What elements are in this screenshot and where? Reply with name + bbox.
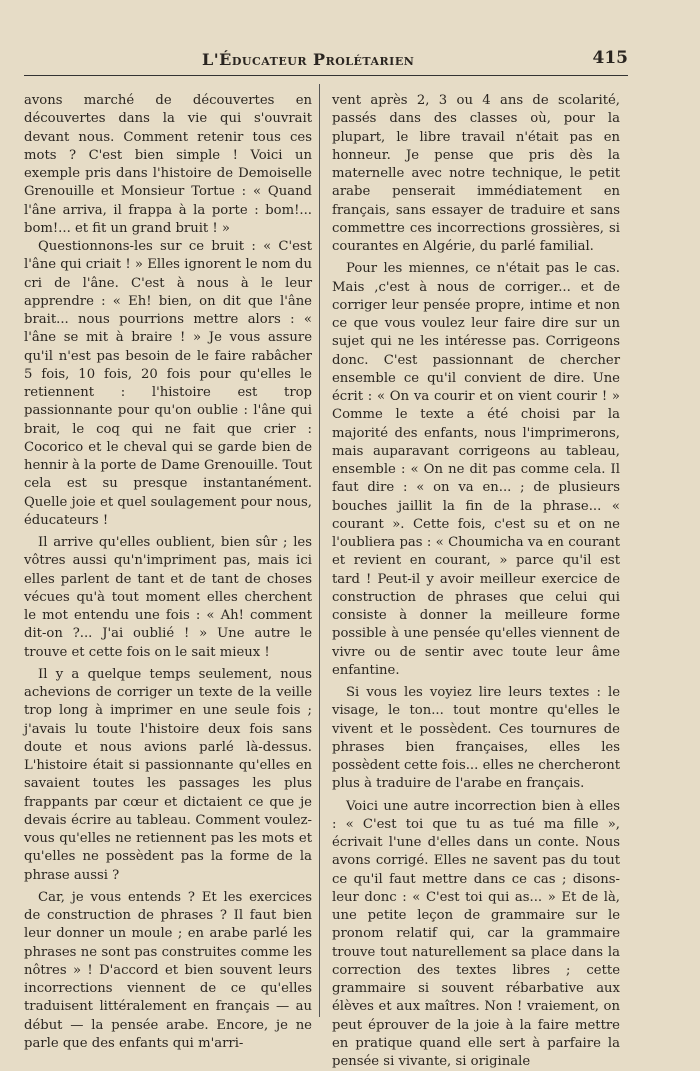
paragraph: Il arrive qu'elles oublient, bien sûr ; les vôtres aussi qu'n'impriment pas, mais ici elles parlent de tant et de tant de choses vécues qu'à tout moment elles cherchent le mot entendu une fois : « Ah! comment dit-on ?... J'ai oublié ! » Une autre le trouve et cette fois on le sait mieux ! — [24, 534, 312, 662]
paragraph: Voici une autre incorrection bien à elles : « C'est toi que tu as tué ma fille », écrivait l'une d'elles dans un conte. Nous avons corrigé. Elles ne savent pas du tout ce qu'il faut mettre dans ce cas ; disons-leur donc : « C'est toi qui as... » Et de là, une petite leçon de grammaire sur le pronom relatif qui, car la grammaire trouve tout naturellement sa place dans la correction des textes libres ; cette grammaire si souvent rébarbative aux élèves et aux maîtres. Non ! vraiement, on peut éprouver de la joie à la faire mettre en pratique quand elle sert à parfaire la pensée si vivante, si originale — [332, 798, 620, 1071]
running-header — [24, 46, 628, 76]
paragraph: vent après 2, 3 ou 4 ans de scolarité, passés dans des classes où, pour la plupart, le libre travail n'était pas en honneur. Je pense que pris dès la maternelle avec notre technique, le petit arabe penserait immédiatement en français, sans essayer de traduire et sans commettre ces incorrections grossières, si courantes en Algérie, du parlé familial. — [332, 92, 620, 256]
paragraph: avons marché de découvertes en découvertes dans la vie qui s'ouvrait devant nous. Comment retenir tous ces mots ? C'est bien simple ! Voici un exemple pris dans l'histoire de Demoiselle Grenouille et Monsieur Tortue : « Quand l'âne arriva, il frappa à la porte : bom!... bom!... et fit un grand bruit ! » — [24, 92, 312, 238]
paragraph: Si vous les voyiez lire leurs textes : le visage, le ton... tout montre qu'elles le vivent et le possèdent. Ces tournures de phrases bien françaises, elles les possèdent cette fois... elles ne chercheront plus à traduire de l'arabe en français. — [332, 684, 620, 794]
page-number: 415 — [593, 48, 629, 68]
paragraph: Pour les miennes, ce n'était pas le cas. Mais ,c'est à nous de corriger... et de corriger leur pensée propre, intime et non ce que vous voulez leur faire dire sur un sujet qui ne les intéresse pas. Corrigeons donc. C'est passionnant de chercher ensemble ce qu'il convient de dire. Une écrit : « On va courir et on vient courir ! » Comme le texte a été choisi par la majorité des enfants, nous l'imprimerons, mais auparavant corrigeons au tableau, ensemble : « On ne dit pas comme cela. Il faut dire : « on va en... ; de plusieurs bouches jaillit la fin de la phrase... « courant ». Cette fois, c'est su et on ne l'oubliera pas : « Choumicha va en courant et revient en courant, » parce qu'il est tard ! Peut-il y avoir meilleur exercice de construction de phrases que celui qui consiste à donner la meilleure forme possible à une pensée qu'elles viennent de vivre ou de sentir avec toute leur âme enfantine. — [332, 260, 620, 680]
paragraph: Car, je vous entends ? Et les exercices de construction de phrases ? Il faut bien leur donner un moule ; en arabe parlé les phrases ne sont pas construites comme les nôtres » ! D'accord et bien souvent leurs incorrections viennent de ce qu'elles traduisent littéralement en français — au début — la pensée arabe. Encore, je ne parle que des enfants qui m'arri- — [24, 889, 312, 1053]
journal-title: L'Éducateur Prolétarien — [202, 50, 414, 69]
right-column — [332, 92, 620, 1071]
header-rule — [24, 75, 628, 76]
paragraph: Questionnons-les sur ce bruit : « C'est l'âne qui criait ! » Elles ignorent le nom du cri de l'âne. C'est à nous à le leur apprendre : « Eh! bien, on dit que l'âne brait... nous pourrions mettre alors : « l'âne se mit à braire ! » Je vous assure qu'il n'est pas besoin de le faire rabâcher 5 fois, 10 fois, 20 fois pour qu'elles le retiennent : l'histoire est trop passionnante pour qu'on oublie : l'âne qui brait, le coq qui ne fait que crier : Cocorico et le cheval qui se garde bien de hennir à la porte de Dame Grenouille. Tout cela est su presque instantanément. Quelle joie et quel soulagement pour nous, éducateurs ! — [24, 238, 312, 530]
column-divider — [319, 84, 320, 1017]
paragraph: Il y a quelque temps seulement, nous achevions de corriger un texte de la veille trop long à imprimer en une seule fois ; j'avais lu toute l'histoire deux fois sans doute et nous avions parlé là-dessus. L'histoire était si passionnante qu'elles en savaient toutes les passages les plus frappants par cœur et dictaient ce que je devais écrire au tableau. Comment voulez-vous qu'elles ne retiennent pas les mots et qu'elles ne possèdent pas la forme de la phrase aussi ? — [24, 666, 312, 885]
left-column — [24, 92, 312, 1053]
